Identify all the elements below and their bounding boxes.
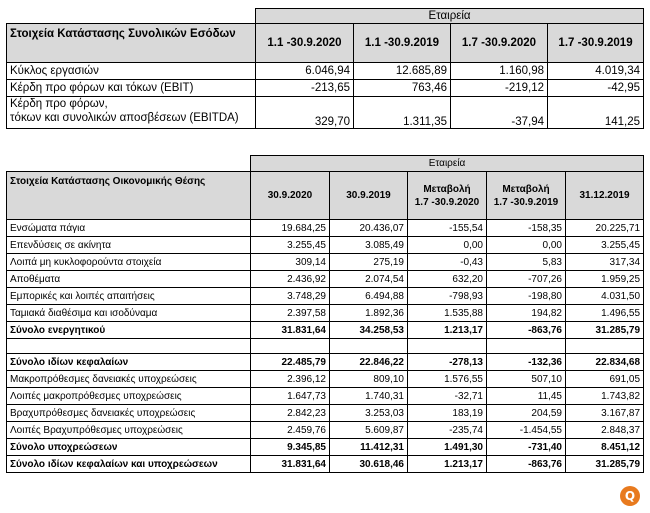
income-col-header: 1.1 -30.9.2019 [354,24,451,63]
balance-row-label: Ενσώματα πάγια [7,220,251,237]
income-row-label: Κύκλος εργασιών [7,63,256,80]
balance-cell: 507,10 [487,371,566,388]
income-row-label-line1: Κέρδη προ φόρων, [10,98,108,110]
balance-cell: 3.255,45 [566,237,644,254]
balance-cell: 22.834,68 [566,354,644,371]
balance-cell: -707,26 [487,271,566,288]
balance-row [7,388,644,405]
balance-cell: 31.285,79 [566,322,644,339]
balance-row [7,371,644,388]
balance-body [7,220,644,473]
balance-col-header-line2: 1.7 -30.9.2019 [493,196,559,208]
balance-row [7,405,644,422]
balance-col-header: 30.9.2019 [330,172,408,220]
balance-cell: 2.397,58 [251,305,330,322]
balance-cell: 0,00 [487,237,566,254]
balance-cell: -863,76 [487,322,566,339]
balance-cell: 204,59 [487,405,566,422]
balance-row [7,237,644,254]
balance-cell: -731,40 [487,439,566,456]
balance-cell: 8.451,12 [566,439,644,456]
balance-row-label: Επενδύσεις σε ακίνητα [7,237,251,254]
income-cell: -42,95 [548,80,644,97]
balance-cell: 2.848,37 [566,422,644,439]
income-cell: -219,12 [451,80,548,97]
balance-cell: 0,00 [408,237,487,254]
balance-cell: 31.831,64 [251,322,330,339]
balance-cell: 20.436,07 [330,220,408,237]
balance-cell: 309,14 [251,254,330,271]
balance-cell: -1.454,55 [487,422,566,439]
balance-cell: 1.892,36 [330,305,408,322]
balance-company-header: Εταιρεία [251,156,644,172]
balance-row-label: Λοιπές Βραχυπρόθεσμες υποχρεώσεις [7,422,251,439]
balance-cell: 1.743,82 [566,388,644,405]
income-cell: 141,25 [548,97,644,129]
balance-row [7,254,644,271]
income-cell: 6.046,94 [256,63,354,80]
income-cell: 1.311,35 [354,97,451,129]
balance-sheet-table [6,155,644,473]
balance-cell: 20.225,71 [566,220,644,237]
balance-cell: -0,43 [408,254,487,271]
balance-cell: 3.748,29 [251,288,330,305]
balance-cell: 1.535,88 [408,305,487,322]
income-row-label: Κέρδη προ φόρων και τόκων (EBIT) [7,80,256,97]
balance-row [7,220,644,237]
balance-col-header: 30.9.2020 [251,172,330,220]
balance-cell: 2.459,76 [251,422,330,439]
income-cell: 1.160,98 [451,63,548,80]
balance-row [7,305,644,322]
balance-cell: 1.576,55 [408,371,487,388]
balance-cell: 1.213,17 [408,322,487,339]
income-cell: 12.685,89 [354,63,451,80]
balance-cell: 1.647,73 [251,388,330,405]
income-col-header: 1.7 -30.9.2020 [451,24,548,63]
balance-cell: 1.213,17 [408,456,487,473]
balance-header-row [7,172,644,220]
balance-cell: 691,05 [566,371,644,388]
income-col-header: 1.1 -30.9.2020 [256,24,354,63]
balance-row-label: Αποθέματα [7,271,251,288]
balance-cell: 34.258,53 [330,322,408,339]
balance-spacer-row [7,339,644,354]
balance-cell: 30.618,46 [330,456,408,473]
balance-cell: 275,19 [330,254,408,271]
balance-company-row [7,156,644,172]
balance-cell: 2.074,54 [330,271,408,288]
income-row [7,63,644,80]
balance-title: Στοιχεία Κατάστασης Οικονομικής Θέσης [7,172,251,220]
balance-cell: -235,74 [408,422,487,439]
balance-cell: 19.684,25 [251,220,330,237]
balance-col-header [408,172,487,220]
balance-cell: 1.959,25 [566,271,644,288]
income-company-header: Εταιρεία [256,9,644,24]
balance-cell: 22.485,79 [251,354,330,371]
balance-cell: 5.609,87 [330,422,408,439]
income-cell: -213,65 [256,80,354,97]
brand-logo-icon: Q [620,486,640,506]
balance-cell: 11,45 [487,388,566,405]
income-row-label-line2: τόκων και συνολικών αποσβέσεων (EBITDA) [10,112,239,124]
balance-total-row [7,322,644,339]
income-row-label [7,97,256,129]
balance-cell: 1.740,31 [330,388,408,405]
balance-cell: 3.167,87 [566,405,644,422]
balance-row [7,271,644,288]
balance-row-label: Ταμιακά διαθέσιμα και ισοδύναμα [7,305,251,322]
balance-cell: 9.345,85 [251,439,330,456]
balance-col-header-line2: 1.7 -30.9.2020 [414,196,480,208]
balance-cell: 6.494,88 [330,288,408,305]
balance-col-header [487,172,566,220]
balance-cell: 1.496,55 [566,305,644,322]
balance-cell: 2.396,12 [251,371,330,388]
balance-cell: 3.255,45 [251,237,330,254]
balance-total-row [7,354,644,371]
balance-col-header-line1: Μεταβολή [423,183,471,195]
balance-row-label: Εμπορικές και λοιπές απαιτήσεις [7,288,251,305]
balance-cell: 3.253,03 [330,405,408,422]
income-row [7,80,644,97]
balance-row-label: Λοιπές μακροπρόθεσμες υποχρεώσεις [7,388,251,405]
balance-cell: 2.842,23 [251,405,330,422]
balance-cell: -863,76 [487,456,566,473]
balance-cell: 183,19 [408,405,487,422]
balance-total-row [7,456,644,473]
balance-cell: -198,80 [487,288,566,305]
income-cell: 329,70 [256,97,354,129]
balance-cell: 31.831,64 [251,456,330,473]
balance-row-label: Σύνολο ενεργητικού [7,322,251,339]
balance-row-label: Μακροπρόθεσμες δανειακές υποχρεώσεις [7,371,251,388]
balance-cell: 194,82 [487,305,566,322]
balance-row-label: Σύνολο ιδίων κεφαλαίων [7,354,251,371]
balance-col-header: 31.12.2019 [566,172,644,220]
balance-cell: -158,35 [487,220,566,237]
income-col-header: 1.7 -30.9.2019 [548,24,644,63]
income-title: Στοιχεία Κατάστασης Συνολικών Εσόδων [7,24,256,63]
balance-cell: 632,20 [408,271,487,288]
balance-cell: -798,93 [408,288,487,305]
balance-row [7,422,644,439]
balance-cell: 1.491,30 [408,439,487,456]
income-statement-table [6,8,644,129]
balance-cell: 31.285,79 [566,456,644,473]
balance-cell: 809,10 [330,371,408,388]
balance-row [7,288,644,305]
balance-cell: -155,54 [408,220,487,237]
income-row [7,97,644,129]
balance-row-label: Λοιπά μη κυκλοφορούντα στοιχεία [7,254,251,271]
balance-cell: 4.031,50 [566,288,644,305]
balance-cell: -132,36 [487,354,566,371]
balance-cell: 22.846,22 [330,354,408,371]
income-cell: -37,94 [451,97,548,129]
balance-total-row [7,439,644,456]
balance-col-header-line1: Μεταβολή [502,183,550,195]
income-cell: 4.019,34 [548,63,644,80]
balance-cell: 11.412,31 [330,439,408,456]
balance-cell: 317,34 [566,254,644,271]
balance-cell: 5,83 [487,254,566,271]
balance-cell: -278,13 [408,354,487,371]
income-company-row [7,9,644,24]
balance-cell: -32,71 [408,388,487,405]
balance-cell: 3.085,49 [330,237,408,254]
balance-cell: 2.436,92 [251,271,330,288]
income-header-row [7,24,644,63]
balance-row-label: Σύνολο υποχρεώσεων [7,439,251,456]
income-cell: 763,46 [354,80,451,97]
balance-row-label: Σύνολο ιδίων κεφαλαίων και υποχρεώσεων [7,456,251,473]
balance-row-label: Βραχυπρόθεσμες δανειακές υποχρεώσεις [7,405,251,422]
